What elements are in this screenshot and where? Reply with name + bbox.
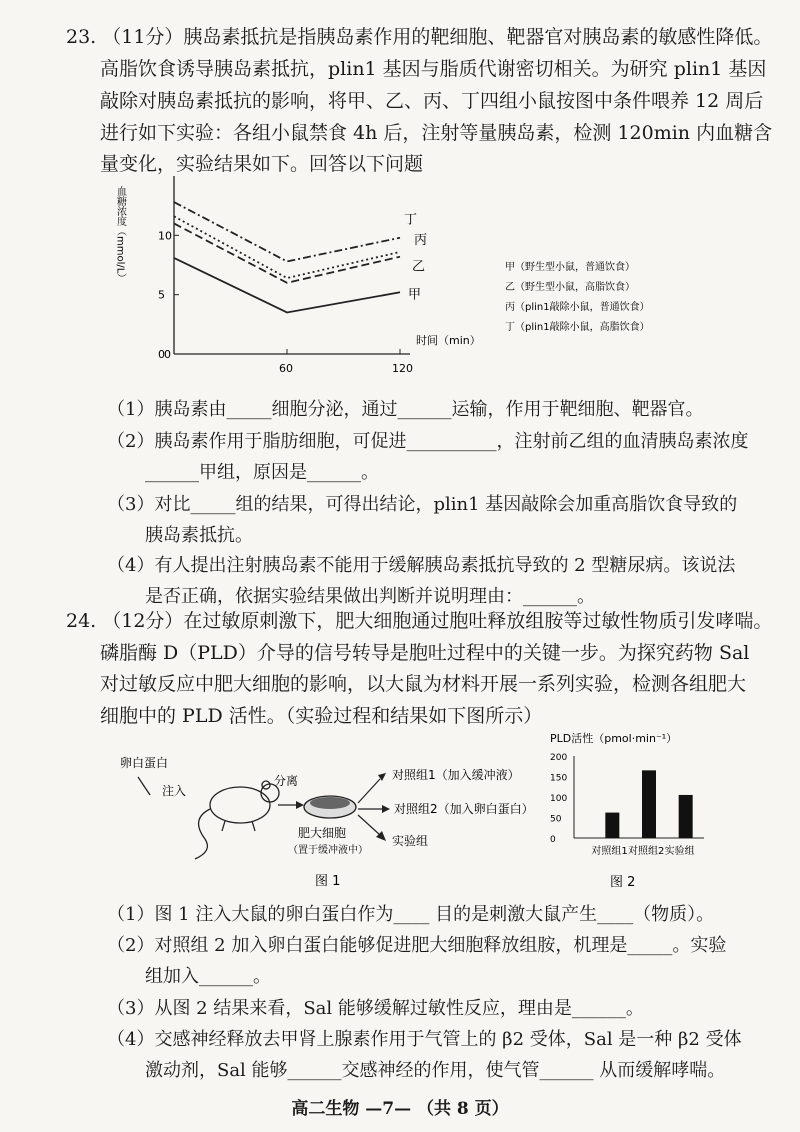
- q23-sub-3a: （3）对比_____组的结果，可得出结论，plin1 基因敲除会加重高脂饮食导致的: [107, 494, 738, 515]
- y-tick-label: 200: [550, 753, 568, 763]
- x-axis-label: 时间（min）: [416, 334, 481, 347]
- category-label-3: 实验组: [664, 846, 695, 857]
- q24-sub-4a: （4）交感神经释放去甲肾上腺素作用于气管上的 β2 受体，Sal 是一种 β2 受体: [107, 1029, 742, 1050]
- category-label-1: 对照组1: [591, 846, 628, 857]
- y-tick-label: 5: [158, 288, 165, 302]
- q23-sub-2b: ______甲组，原因是______。: [145, 462, 379, 483]
- y-tick-label: 10: [158, 229, 172, 243]
- q23-line-3: 敲除对胰岛素抵抗的影响，将甲、乙、丙、丁四组小鼠按图中条件喂养 12 周后: [100, 90, 764, 112]
- rat-icon: [195, 781, 279, 859]
- q24-line-4: 细胞中的 PLD 活性。（实验过程和结果如下图所示）: [100, 705, 543, 727]
- fig1-caption: 图 1: [315, 874, 341, 889]
- group2-label: 对照组2（加入卵白蛋白）: [394, 802, 534, 816]
- fig2-caption: 图 2: [610, 875, 636, 890]
- inject-label: 注入: [162, 784, 187, 798]
- y-tick-label: 100: [550, 794, 568, 804]
- series-line-1: [174, 258, 400, 313]
- ovalbumin-label: 卵白蛋白: [120, 756, 169, 770]
- y-tick-label: 0: [158, 348, 165, 361]
- petri-dish-icon: [304, 796, 356, 818]
- q23-line-5: 量变化，实验结果如下。回答以下问题: [100, 153, 424, 175]
- q24-line-3: 对过敏反应中肥大细胞的影响，以大鼠为材料开展一系列实验，检测各组肥大: [100, 673, 747, 695]
- group3-label: 实验组: [392, 834, 429, 848]
- y-axis-label: 血糖浓度（mmol/L）: [114, 186, 126, 284]
- series-label-1: 甲: [408, 287, 422, 303]
- q23-sub-3b: 胰岛素抵抗。: [145, 525, 253, 546]
- series-line-3: [174, 216, 400, 278]
- series-label-3: 丙: [414, 232, 428, 248]
- q24-line-1: 24. （12分）在过敏原刺激下，肥大细胞通过胞吐释放组胺等过敏性物质引发哮喘。: [66, 610, 773, 632]
- q24-sub-1: （1）图 1 注入大鼠的卵白蛋白作为____ 目的是刺激大鼠产生____（物质）。: [107, 904, 715, 925]
- q24-sub-2a: （2）对照组 2 加入卵白蛋白能够促进肥大细胞释放组胺，机理是_____。实验: [107, 935, 727, 956]
- bar-1: [605, 813, 619, 838]
- blood-glucose-chart: [110, 168, 690, 383]
- mast-cell-note: （置于缓冲液中）: [288, 845, 368, 856]
- bar-3: [679, 795, 693, 838]
- q24-sub-3: （3）从图 2 结果来看，Sal 能够缓解过敏性反应，理由是______。: [107, 998, 644, 1019]
- separate-label: 分离: [274, 774, 299, 788]
- q23-sub-4b: 是否正确，依据实验结果做出判断并说明理由：______。: [145, 586, 595, 607]
- q23-line-4: 进行如下实验：各组小鼠禁食 4h 后，注射等量胰岛素，检测 120min 内血糖含: [100, 122, 773, 144]
- legend-item-4: 丁（plin1敲除小鼠，高脂饮食）: [505, 322, 650, 333]
- q24-sub-4b: 激动剂，Sal 能够______交感神经的作用，使气管______ 从而缓解哮喘。: [145, 1060, 726, 1081]
- series-label-4: 丁: [404, 212, 418, 228]
- pld-activity-chart: [540, 728, 720, 893]
- q23-line-1: 23. （11分）胰岛素抵抗是指胰岛素作用的靶细胞、靶器官对胰岛素的敏感性降低。: [66, 26, 773, 48]
- q23-sub-4a: （4）有人提出注射胰岛素不能用于缓解胰岛素抵抗导致的 2 型糖尿病。该说法: [107, 555, 736, 576]
- legend-item-3: 丙（plin1敲除小鼠，普通饮食）: [505, 302, 650, 313]
- x-tick-label: 60: [279, 362, 293, 375]
- y-tick-label: 50: [550, 814, 562, 825]
- y-tick-label: 0: [550, 835, 556, 845]
- series-line-4: [174, 202, 400, 261]
- q23-sub-1: （1）胰岛素由_____细胞分泌，通过______运输，作用于靶细胞、靶器官。: [107, 399, 704, 420]
- origin-label: 0: [164, 348, 171, 361]
- legend-item-2: 乙（野生型小鼠，高脂饮食）: [505, 282, 635, 293]
- x-tick-label: 120: [392, 362, 413, 375]
- q23-sub-2a: （2）胰岛素作用于脂肪细胞，可促进__________，注射前乙组的血清胰岛素浓度: [107, 431, 749, 452]
- category-label-2: 对照组2: [628, 846, 665, 857]
- q24-sub-2b: 组加入______。: [145, 966, 271, 987]
- q24-line-2: 磷脂酶 D（PLD）介导的信号转导是胞吐过程中的关键一步。为探究药物 Sal: [100, 642, 750, 664]
- q23-line-2: 高脂饮食诱导胰岛素抵抗，plin1 基因与脂质代谢密切相关。为研究 plin1 基因: [100, 58, 767, 80]
- group1-label: 对照组1（加入缓冲液）: [392, 768, 520, 782]
- bar-2: [642, 770, 656, 838]
- page-footer: 高二生物 —7— （共 8 页）: [291, 1099, 509, 1119]
- legend-item-1: 甲（野生型小鼠，普通饮食）: [505, 262, 635, 273]
- mast-cell-label: 肥大细胞: [298, 826, 347, 840]
- series-label-2: 乙: [412, 259, 426, 275]
- chart-title: PLD活性（pmol·min⁻¹）: [550, 732, 678, 745]
- y-tick-label: 150: [550, 773, 568, 784]
- inject-arrow: [138, 777, 150, 795]
- experiment-diagram: [110, 755, 550, 895]
